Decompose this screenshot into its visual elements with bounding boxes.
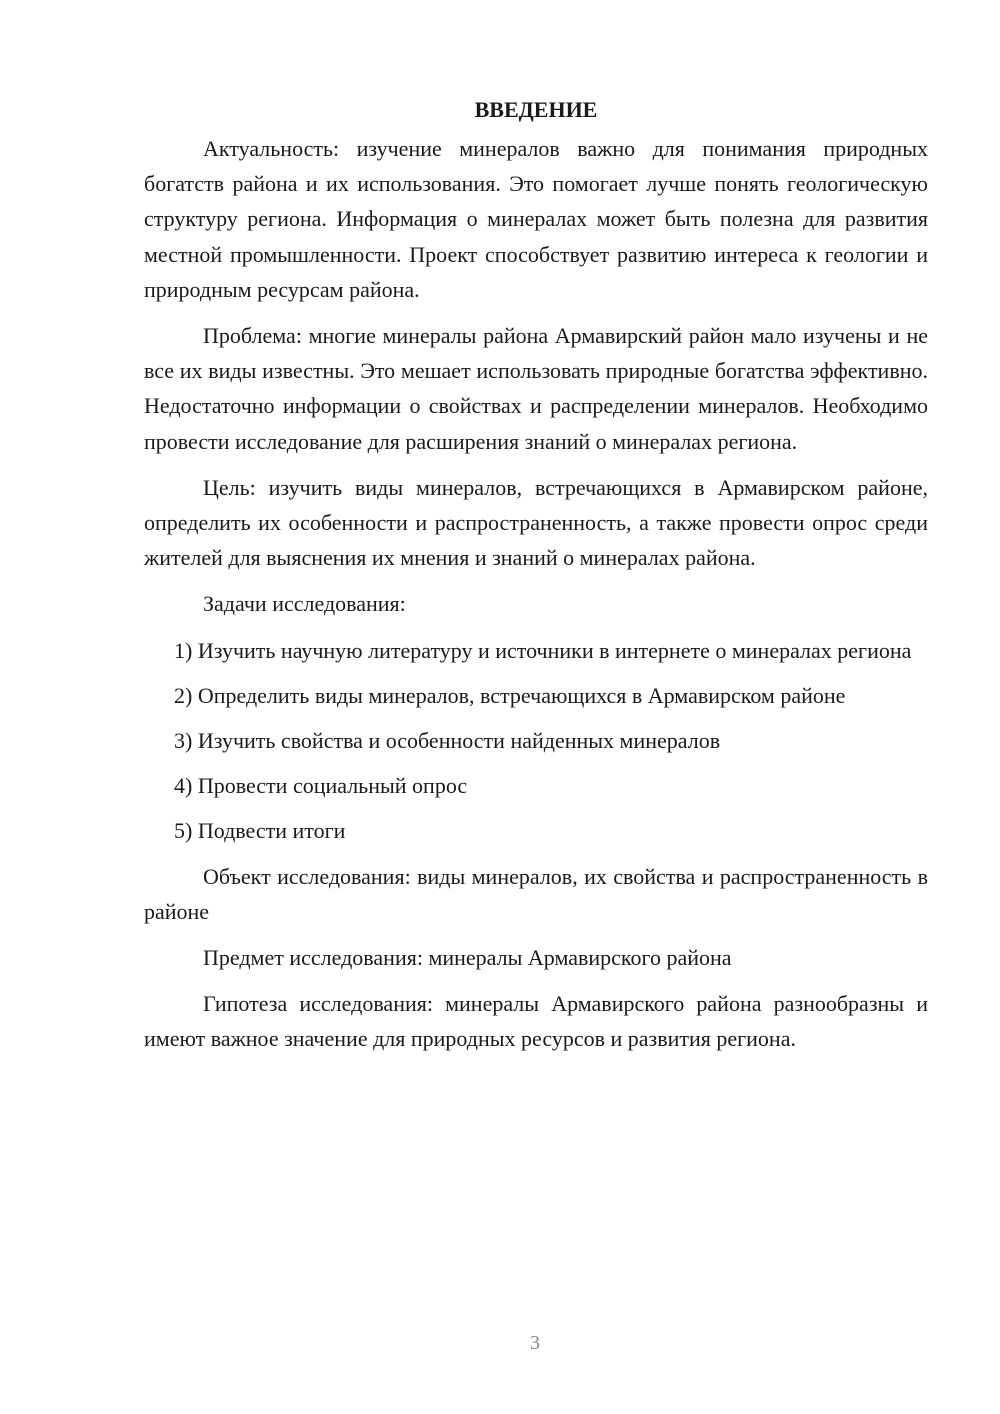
- task-item-4: 4) Провести социальный опрос: [174, 773, 468, 799]
- document-page: [144, 92, 928, 1068]
- goal-paragraph: Цель: изучить виды минералов, встречающихся в Армавирском районе, определить их особенности и распространенность, а также провести опрос среди жителей для выяснения их мнения и знаний о минералах района.: [144, 474, 928, 571]
- page-title: ВВЕДЕНИЕ: [474, 97, 598, 122]
- subject-paragraph: Предмет исследования: минералы Армавирского района: [203, 945, 732, 971]
- problem-paragraph: Проблема: многие минералы района Армавирский район мало изучены и не все их виды известны. Это мешает использовать природные богатства эффективно. Недостаточно информации о свойствах и распределении минералов. Необходимо провести исследование для расширения знаний о минералах региона.: [144, 323, 928, 454]
- tasks-heading: Задачи исследования:: [203, 591, 406, 617]
- hypothesis-paragraph: Гипотеза исследования: минералы Армавирского района разнообразны и имеют важное значение для природных ресурсов и развития региона.: [144, 991, 928, 1052]
- object-paragraph: Объект исследования: виды минералов, их свойства и распространенность в районе: [144, 863, 928, 924]
- page-number: 3: [530, 1332, 540, 1354]
- task-item-5: 5) Подвести итоги: [174, 818, 346, 844]
- task-item-2: 2) Определить виды минералов, встречающихся в Армавирском районе: [174, 682, 846, 708]
- task-item-1: 1) Изучить научную литературу и источники в интернете о минералах региона: [174, 637, 912, 663]
- relevance-paragraph: Актуальность: изучение минералов важно для понимания природных богатств района и их использования. Это помогает лучше понять геологическую структуру региона. Информация о минералах может быть полезна для развития местной промышленности. Проект способствует развитию интереса к геологии и природным ресурсам района.: [144, 136, 928, 302]
- task-item-3: 3) Изучить свойства и особенности найденных минералов: [174, 728, 721, 754]
